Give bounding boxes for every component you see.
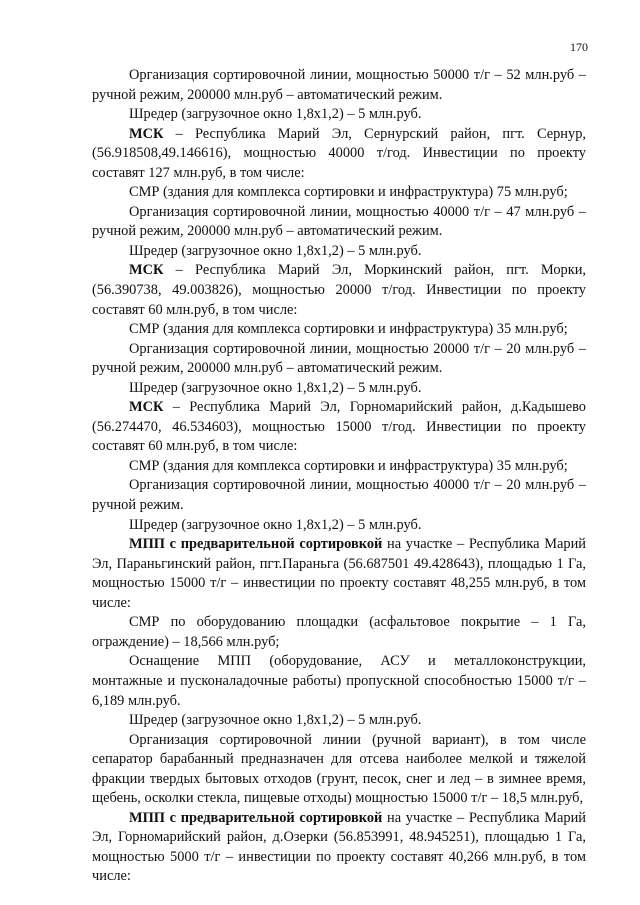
paragraph — [92, 516, 586, 536]
paragraph-text: Шредер (загрузочное окно 1,8х1,2) – 5 млн.руб. — [129, 379, 422, 396]
paragraph — [92, 731, 586, 809]
paragraph — [92, 711, 586, 731]
paragraph-text: – Республика Марий Эл, Моркинский район, пгт. Морки, (56.390738, 49.003826), мощностью 20000 т/год. Инвестиции по проекту составят 60 млн.руб, в том числе: — [92, 262, 586, 318]
paragraph-text: Шредер (загрузочное окно 1,8х1,2) – 5 млн.руб. — [129, 712, 422, 729]
paragraph — [92, 320, 586, 340]
paragraph — [92, 652, 586, 711]
paragraph-text: Организация сортировочной линии, мощностью 40000 т/г – 47 млн.руб – ручной режим, 200000 млн.руб – автоматический режим. — [92, 203, 586, 240]
paragraph-lead: МСК — [129, 125, 164, 142]
paragraph-lead: МСК — [129, 262, 164, 279]
paragraph — [92, 183, 586, 203]
paragraph-text: – Республика Марий Эл, Горномарийский район, д.Кадышево (56.274470, 46.534603), мощностью 15000 т/год. Инвестиции по проекту составят 60 млн.руб, в том числе: — [92, 399, 586, 455]
paragraph-text: Организация сортировочной линии, мощностью 50000 т/г – 52 млн.руб – ручной режим, 200000 млн.руб – автоматический режим. — [92, 67, 586, 103]
paragraph-text: Оснащение МПП (оборудование, АСУ и металлоконструкции, монтажные и пусконаладочные работы) пропускной способностью 15000 т/г – 6,189 млн.руб. — [92, 653, 586, 709]
paragraph-text: Шредер (загрузочное окно 1,8х1,2) – 5 млн.руб. — [129, 516, 422, 533]
paragraph-text: СМР (здания для комплекса сортировки и инфраструктура) 35 млн.руб; — [129, 457, 568, 474]
paragraph-lead: МПП с предварительной сортировкой — [129, 809, 383, 826]
page-body — [92, 66, 586, 887]
paragraph-text: Организация сортировочной линии, мощностью 40000 т/г – 20 млн.руб – ручной режим. — [92, 477, 586, 514]
paragraph-text: – Республика Марий Эл, Сернурский район, пгт. Сернур, (56.918508,49.146616), мощностью 40000 т/год. Инвестиции по проекту составят 127 млн.руб, в том числе: — [92, 125, 586, 181]
paragraph-text: на участке – Республика Марий Эл, Параньгинский район, пгт.Параньга (56.687501 49.428643), площадью 1 Га, мощностью 15000 т/г – инвестиции по проекту составят 48,255 млн.руб, в том числе: — [92, 536, 586, 611]
paragraph-text: СМР по оборудованию площадки (асфальтовое покрытие – 1 Га, ограждение) – 18,566 млн.руб; — [92, 614, 586, 650]
paragraph — [92, 203, 586, 242]
paragraph-lead: МСК — [129, 399, 164, 416]
paragraph — [92, 613, 586, 652]
paragraph-text: СМР (здания для комплекса сортировки и инфраструктура) 35 млн.руб; — [129, 321, 568, 338]
paragraph-lead: МПП с предварительной сортировкой — [129, 536, 383, 553]
paragraph — [92, 261, 586, 320]
page-number: 170 — [570, 40, 588, 54]
paragraph — [92, 476, 586, 515]
paragraph-text: Шредер (загрузочное окно 1,8х1,2) – 5 млн.руб. — [129, 242, 422, 259]
paragraph-text: Шредер (загрузочное окно 1,8х1,2) – 5 млн.руб. — [129, 106, 422, 123]
paragraph — [92, 535, 586, 613]
paragraph — [92, 242, 586, 262]
paragraph — [92, 105, 586, 125]
paragraph — [92, 809, 586, 887]
paragraph — [92, 125, 586, 184]
paragraph-text: СМР (здания для комплекса сортировки и инфраструктура) 75 млн.руб; — [129, 184, 568, 201]
paragraph — [92, 340, 586, 379]
paragraph — [92, 379, 586, 399]
paragraph — [92, 66, 586, 105]
paragraph-text: Организация сортировочной линии (ручной вариант), в том числе сепаратор барабанный предназначен для отсева наиболее мелкой и тяжелой фракции твердых бытовых отходов (грунт, песок, снег и лед – в зимнее время, щебень, осколки стекла, пищевые отходы) мощностью 15000 т/г – 18,5 млн.руб, — [92, 731, 586, 807]
paragraph-text: Организация сортировочной линии, мощностью 20000 т/г – 20 млн.руб – ручной режим, 200000 млн.руб – автоматический режим. — [92, 340, 586, 377]
paragraph-text: на участке – Республика Марий Эл, Горномарийский район, д.Озерки (56.853991, 48.945251), площадью 1 Га, мощностью 5000 т/г – инвестиции по проекту составят 40,266 млн.руб, в том числе: — [92, 809, 586, 885]
paragraph — [92, 398, 586, 457]
paragraph — [92, 457, 586, 477]
